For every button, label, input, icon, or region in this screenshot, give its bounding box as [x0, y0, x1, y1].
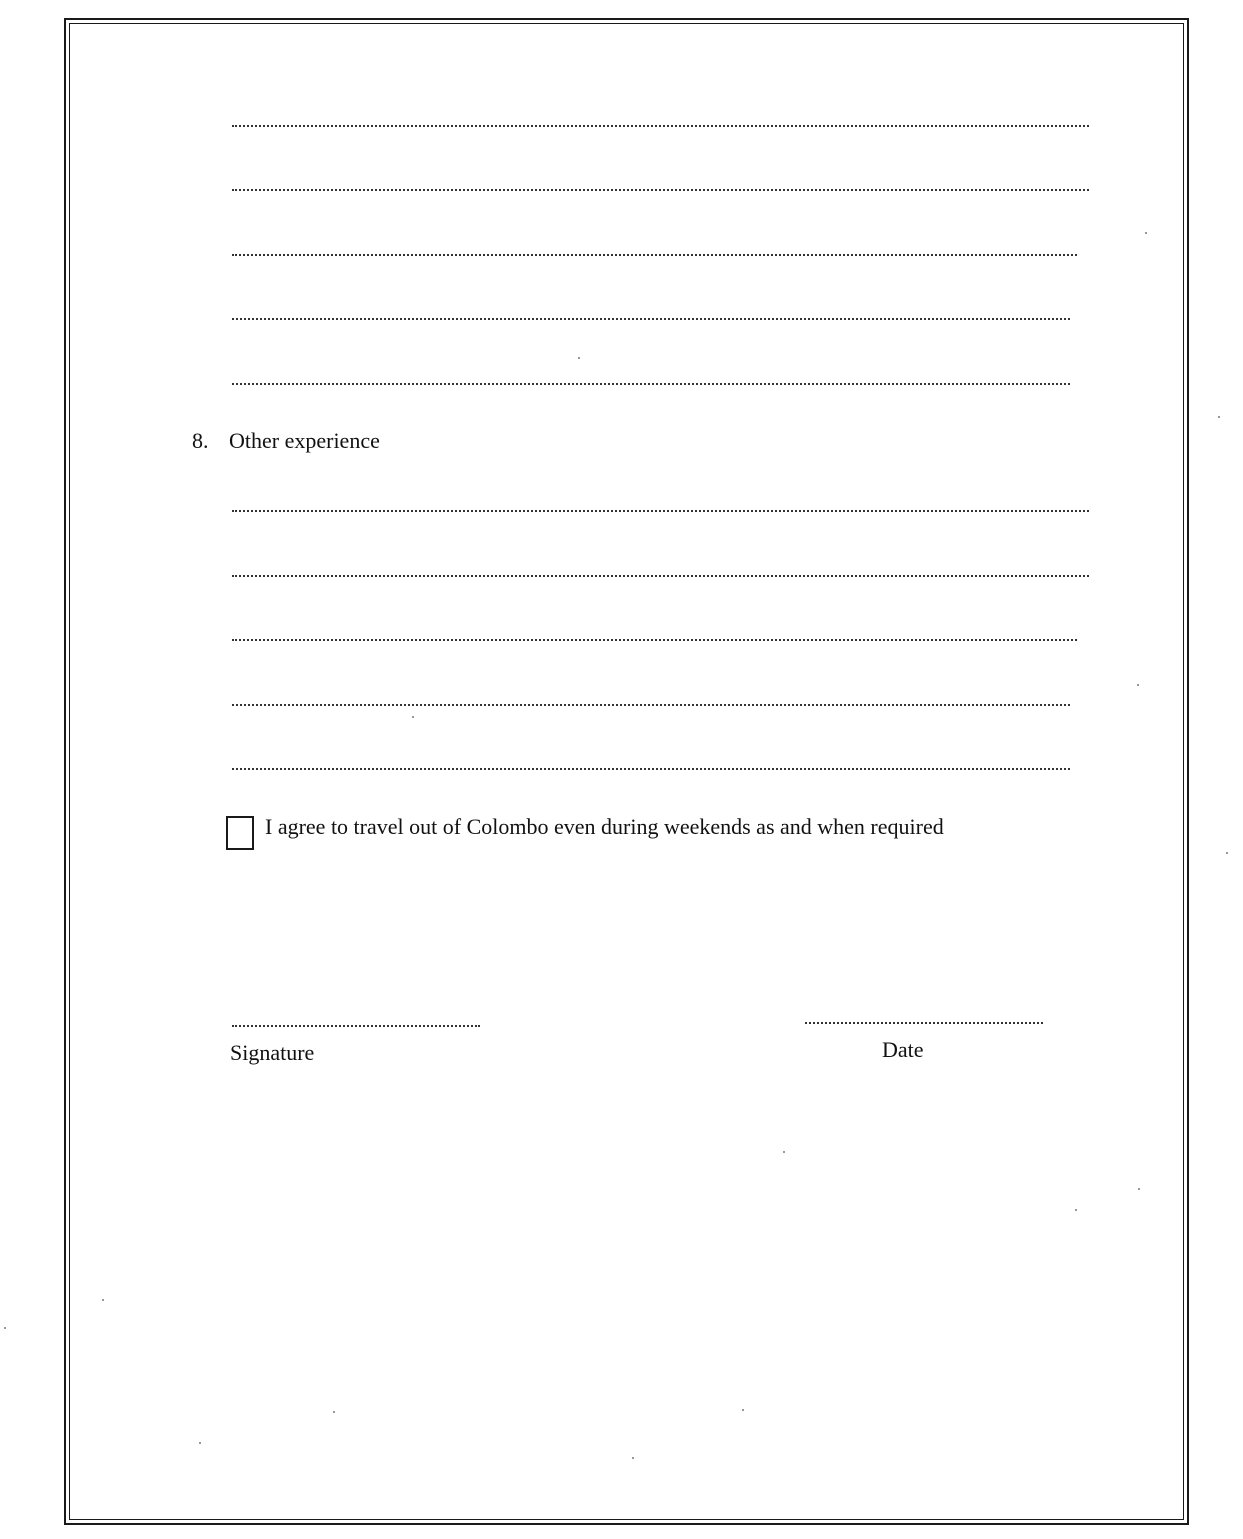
scan-speck	[4, 1327, 6, 1329]
scan-speck	[199, 1442, 201, 1444]
prev-section-answer-line[interactable]	[232, 125, 1089, 127]
scan-speck	[1075, 1209, 1077, 1211]
other-experience-answer-line[interactable]	[232, 639, 1077, 641]
travel-agreement-checkbox[interactable]	[226, 816, 254, 850]
scan-speck	[102, 1299, 104, 1301]
other-experience-answer-line[interactable]	[232, 704, 1070, 706]
scan-speck	[1145, 232, 1147, 234]
section-number: 8.	[192, 428, 209, 453]
scan-speck	[632, 1457, 634, 1459]
scan-speck	[578, 357, 580, 359]
scan-speck	[742, 1409, 744, 1411]
prev-section-answer-line[interactable]	[232, 383, 1070, 385]
scan-speck	[1226, 852, 1228, 854]
prev-section-answer-line[interactable]	[232, 189, 1089, 191]
date-line[interactable]	[805, 1022, 1043, 1024]
scan-speck	[333, 1411, 335, 1413]
section-heading-other-experience: Other experience	[229, 428, 380, 453]
prev-section-answer-line[interactable]	[232, 318, 1070, 320]
travel-agreement-label: I agree to travel out of Colombo even during weekends as and when required	[265, 814, 944, 839]
other-experience-answer-line[interactable]	[232, 510, 1089, 512]
date-label: Date	[882, 1037, 924, 1062]
prev-section-answer-line[interactable]	[232, 254, 1077, 256]
scan-speck	[783, 1151, 785, 1153]
scan-speck	[1218, 416, 1220, 418]
scan-speck	[1137, 684, 1139, 686]
signature-line[interactable]	[232, 1025, 480, 1027]
signature-label: Signature	[230, 1040, 315, 1065]
scan-speck	[1138, 1188, 1140, 1190]
other-experience-answer-line[interactable]	[232, 575, 1089, 577]
scan-speck	[412, 716, 414, 718]
page-border-inner	[69, 23, 1184, 1520]
other-experience-answer-line[interactable]	[232, 768, 1070, 770]
